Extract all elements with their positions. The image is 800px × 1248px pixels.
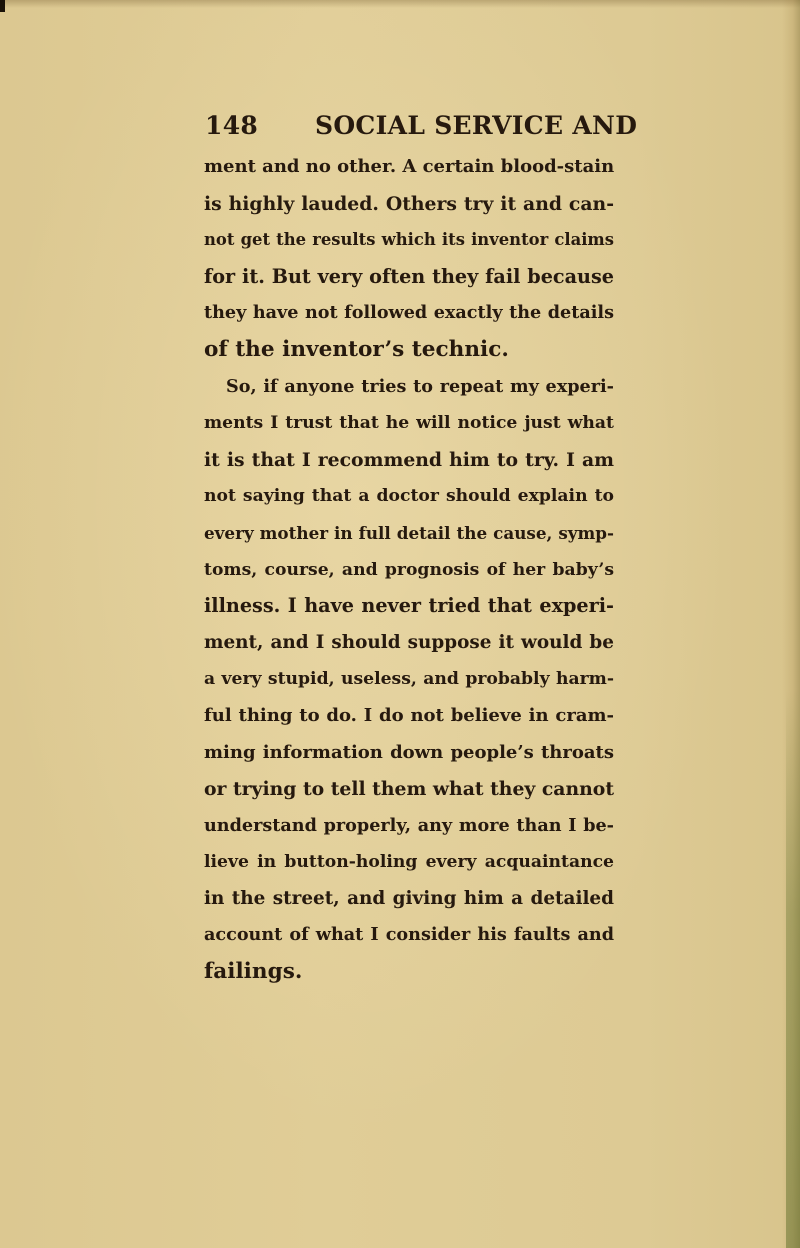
- text-line: toms, course, and prognosis of her baby’s: [204, 559, 614, 580]
- page-header: [205, 108, 638, 144]
- text-line: it is that I recommend him to try. I am: [204, 448, 614, 471]
- text-line: failings.: [204, 959, 303, 985]
- text-line: not get the results which its inventor claims: [204, 230, 614, 250]
- text-line: in the street, and giving him a detailed: [204, 887, 614, 909]
- text-line: illness. I have never tried that experi-: [204, 594, 614, 618]
- text-line: they have not followed exactly the details: [204, 302, 614, 324]
- running-head: SOCIAL SERVICE AND: [315, 111, 638, 140]
- text-line: ment, and I should suppose it would be: [204, 631, 614, 653]
- page-edge-stain: [786, 690, 800, 1248]
- text-line: a very stupid, useless, and probably harm-: [204, 669, 614, 690]
- paragraph-first-line: So, if anyone tries to repeat my experi-: [226, 375, 614, 397]
- page-corner-mark: [0, 0, 5, 12]
- text-line: ment and no other. A certain blood-stain: [204, 156, 615, 177]
- text-line: ful thing to do. I do not believe in cram-: [204, 704, 614, 726]
- text-line: or trying to tell them what they cannot: [204, 778, 614, 801]
- text-line: understand properly, any more than I be-: [204, 814, 614, 836]
- text-line: not saying that a doctor should explain to: [204, 486, 614, 507]
- text-line: ming information down people’s throats: [204, 741, 614, 763]
- page-number: 148: [205, 111, 259, 140]
- page-top-edge: [0, 0, 800, 8]
- body-text: [204, 149, 614, 991]
- text-line: of the inventor’s technic.: [204, 336, 509, 362]
- text-line: lieve in button-holing every acquaintance: [204, 852, 614, 873]
- text-line: account of what I consider his faults and: [204, 924, 614, 946]
- text-line: is highly lauded. Others try it and can-: [204, 192, 614, 215]
- text-line: every mother in full detail the cause, symp-: [204, 522, 614, 543]
- text-line: for it. But very often they fail because: [204, 264, 614, 288]
- text-line: ments I trust that he will notice just what: [204, 413, 614, 434]
